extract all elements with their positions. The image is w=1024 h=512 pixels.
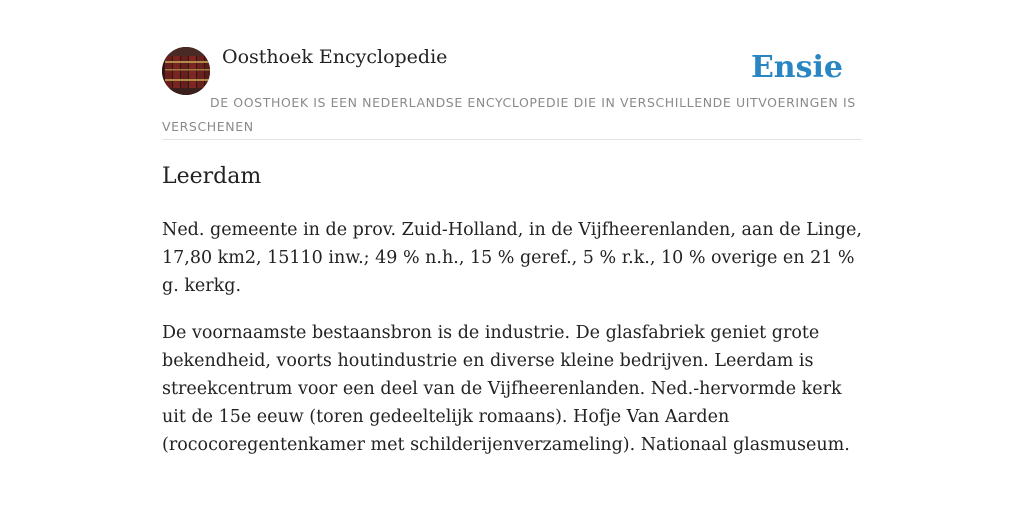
source-title[interactable]: Oosthoek Encyclopedie bbox=[222, 46, 448, 68]
encyclopedia-books-icon[interactable] bbox=[162, 47, 210, 95]
source-tagline: DE OOSTHOEK IS EEN NEDERLANDSE ENCYCLOPEDIE DIE IN VERSCHILLENDE UITVOERINGEN IS VERSCHENEN bbox=[162, 95, 856, 134]
entry-paragraph-2: De voornaamste bestaansbron is de industrie. De glasfabriek geniet grote bekendheid, voorts houtindustrie en diverse kleine bedrijven. Leerdam is streekcentrum voor een deel van de Vijfheerenlanden. Ned.-hervormde kerk uit de 15e eeuw (toren gedeeltelijk romaans). Hofje Van Aarden (rococoregentenkamer met schilderijenverzameling). Nationaal glasmuseum. bbox=[162, 323, 850, 455]
brand-logo[interactable]: Ensie bbox=[750, 50, 843, 85]
entry-paragraph-1: Ned. gemeente in de prov. Zuid-Holland, in de Vijfheerenlanden, aan de Linge, 17,80 km2, 15110 inw.; 49 % n.h., 15 % geref., 5 % r.k., 10 % overige en 21 % g. kerkg. bbox=[162, 220, 862, 296]
entry-title: Leerdam bbox=[162, 164, 262, 189]
header-divider bbox=[162, 139, 862, 140]
